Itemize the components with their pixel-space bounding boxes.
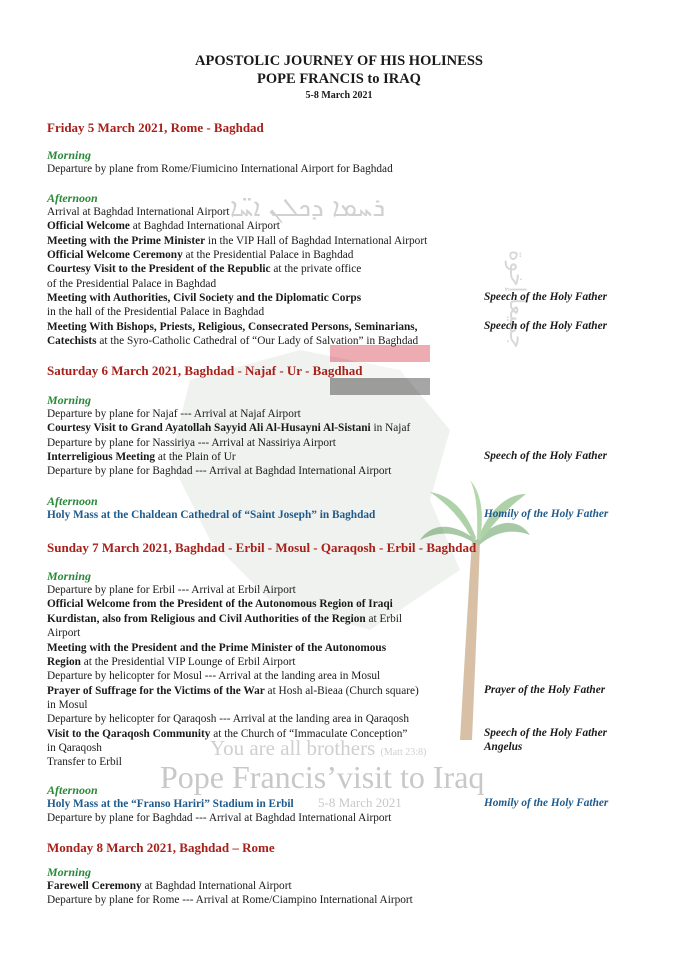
syriac-script-watermark: ܪܚܡܐ ܕܟܠܢ ܐܚ̈ܐ bbox=[230, 193, 386, 223]
schedule-line: Courtesy Visit to the President of the Republic at the private office bbox=[47, 263, 362, 275]
schedule-line: in the hall of the Presidential Palace in Baghdad bbox=[47, 306, 265, 318]
schedule-line: Kurdistan, also from Religious and Civil Authorities of the Region at Erbil bbox=[47, 613, 403, 625]
morning-label: Morning bbox=[47, 865, 92, 879]
holy-mass-line: Holy Mass at the “Franso Hariri” Stadium in Erbil bbox=[47, 798, 294, 810]
holy-mass-line: Holy Mass at the Chaldean Cathedral of “Saint Joseph” in Baghdad bbox=[47, 509, 376, 521]
schedule-line: Catechists at the Syro-Catholic Cathedral of “Our Lady of Salvation” in Baghdad bbox=[47, 335, 419, 347]
visit-watermark: Pope Francis’visit to Iraq bbox=[160, 759, 485, 795]
day-title: Monday 8 March 2021, Baghdad – Rome bbox=[47, 840, 275, 855]
schedule-line: Airport bbox=[47, 627, 81, 639]
schedule-line: Prayer of Suffrage for the Victims of the War at Hosh al-Bieaa (Church square) bbox=[47, 685, 419, 697]
schedule-line: in Mosul bbox=[47, 699, 88, 711]
schedule-line: Departure by helicopter for Mosul --- Arrival at the landing area in Mosul bbox=[47, 670, 381, 682]
schedule-line: Departure by plane for Rome --- Arrival at Rome/Ciampino International Airport bbox=[47, 894, 413, 906]
afternoon-label: Afternoon bbox=[47, 191, 98, 205]
afternoon-label: Afternoon bbox=[47, 783, 98, 797]
schedule-line: Departure by plane for Baghdad --- Arrival at Baghdad International Airport bbox=[47, 465, 392, 477]
schedule-line: in Qaraqosh bbox=[47, 742, 102, 754]
speech-note: Speech of the Holy Father bbox=[484, 727, 608, 739]
schedule-line: Departure by plane for Baghdad --- Arrival at Baghdad International Airport bbox=[47, 812, 392, 824]
dates-watermark: 5-8 March 2021 bbox=[318, 795, 402, 810]
schedule-line: Farewell Ceremony at Baghdad International Airport bbox=[47, 880, 292, 892]
angelus-note: Angelus bbox=[484, 741, 523, 753]
title-line-1: APOSTOLIC JOURNEY OF HIS HOLINESS bbox=[195, 53, 483, 69]
schedule-line: Departure by plane for Nassiriya --- Arrival at Nassiriya Airport bbox=[47, 437, 336, 449]
schedule-line: Official Welcome Ceremony at the Presidential Palace in Baghdad bbox=[47, 249, 354, 261]
speech-note: Speech of the Holy Father bbox=[484, 291, 608, 303]
day-title: Sunday 7 March 2021, Baghdad - Erbil - Mosul - Qaraqosh - Erbil - Baghdad bbox=[47, 540, 477, 555]
journey-dates: 5-8 March 2021 bbox=[305, 90, 373, 101]
schedule-line: Official Welcome from the President of the Autonomous Region of Iraqi bbox=[47, 598, 393, 610]
schedule-line: Departure by plane for Najaf --- Arrival at Najaf Airport bbox=[47, 408, 301, 420]
brothers-watermark: You are all brothers (Matt 23:8) bbox=[210, 736, 427, 760]
schedule-line: Meeting with the President and the Prime Minister of the Autonomous bbox=[47, 642, 387, 654]
arabic-script-watermark: ﺟﻤﻴﻌﺎ ﺇﺧﻮﺓ bbox=[505, 250, 530, 349]
schedule-line: Meeting With Bishops, Priests, Religious, Consecrated Persons, Seminarians, bbox=[47, 321, 418, 333]
prayer-note: Prayer of the Holy Father bbox=[484, 684, 606, 696]
homily-note: Homily of the Holy Father bbox=[484, 508, 609, 520]
schedule-line: Meeting with the Prime Minister in the VIP Hall of Baghdad International Airport bbox=[47, 235, 428, 247]
schedule-line: Transfer to Erbil bbox=[47, 756, 122, 768]
schedule-line: Departure by helicopter for Qaraqosh --- Arrival at the landing area in Qaraqosh bbox=[47, 713, 409, 725]
schedule-line: Visit to the Qaraqosh Community at the Church of “Immaculate Conception” bbox=[47, 728, 408, 740]
schedule-line: Meeting with Authorities, Civil Society and the Diplomatic Corps bbox=[47, 292, 362, 304]
day-title: Saturday 6 March 2021, Baghdad - Najaf - Ur - Bagdhad bbox=[47, 363, 363, 378]
homily-note: Homily of the Holy Father bbox=[484, 797, 609, 809]
schedule-line: of the Presidential Palace in Baghdad bbox=[47, 278, 217, 290]
schedule-line: Courtesy Visit to Grand Ayatollah Sayyid Ali Al-Husayni Al-Sistani in Najaf bbox=[47, 422, 411, 434]
schedule-line: Arrival at Baghdad International Airport bbox=[47, 206, 230, 218]
schedule-line: Departure by plane for Erbil --- Arrival at Erbil Airport bbox=[47, 584, 296, 596]
schedule-line: Official Welcome at Baghdad International Airport bbox=[47, 220, 280, 232]
morning-label: Morning bbox=[47, 393, 92, 407]
day-title: Friday 5 March 2021, Rome - Baghdad bbox=[47, 120, 264, 135]
schedule-line: Departure by plane from Rome/Fiumicino International Airport for Baghdad bbox=[47, 163, 393, 175]
morning-label: Morning bbox=[47, 148, 92, 162]
schedule-line: Region at the Presidential VIP Lounge of Erbil Airport bbox=[47, 656, 296, 668]
speech-note: Speech of the Holy Father bbox=[484, 320, 608, 332]
title-line-2: POPE FRANCIS to IRAQ bbox=[257, 71, 421, 87]
morning-label: Morning bbox=[47, 569, 92, 583]
speech-note: Speech of the Holy Father bbox=[484, 450, 608, 462]
schedule-line: Interreligious Meeting at the Plain of Ur bbox=[47, 451, 236, 463]
afternoon-label: Afternoon bbox=[47, 494, 98, 508]
